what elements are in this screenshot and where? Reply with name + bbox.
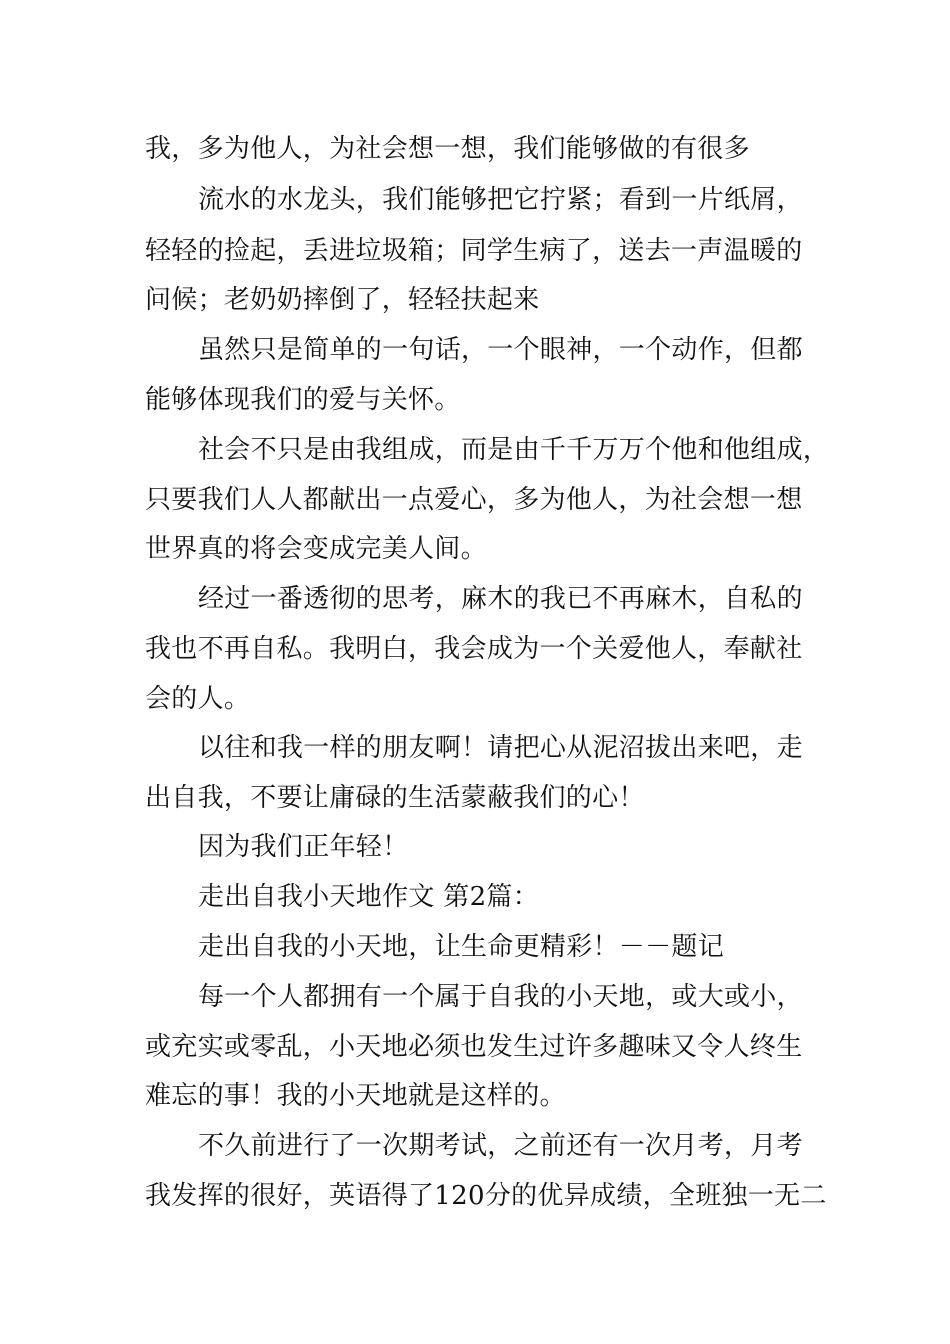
paragraph-first-line: 流水的水龙头，我们能够把它拧紧；看到一片纸屑， (198, 185, 803, 215)
text-line: 难忘的事！我的小天地就是这样的。 (145, 1081, 566, 1111)
paragraph-first-line: 不久前进行了一次期考试，之前还有一次月考，月考 (198, 1131, 803, 1161)
paragraph-first-line: 以往和我一样的朋友啊！请把心从泥沼拔出来吧，走 (198, 733, 803, 763)
paragraph-first-line: 每一个人都拥有一个属于自我的小天地，或大或小， (198, 982, 803, 1012)
epigraph: 走出自我的小天地，让生命更精彩！－－题记 (198, 932, 725, 962)
text-line: 或充实或零乱，小天地必须也发生过许多趣味又令人终生 (145, 1032, 803, 1062)
text-line: 只要我们人人都献出一点爱心，多为他人，为社会想一想 (145, 485, 803, 515)
text-line: 我也不再自私。我明白，我会成为一个关爱他人，奉献社 (145, 634, 803, 664)
text-line: 我发挥的很好，英语得了120分的优异成绩，全班独一无二 (145, 1181, 827, 1211)
text-line: 轻轻的捡起，丢进垃圾箱；同学生病了，送去一声温暖的 (145, 236, 803, 266)
paragraph-first-line: 因为我们正年轻！ (198, 832, 409, 862)
paragraph-first-line: 社会不只是由我组成，而是由千千万万个他和他组成， (198, 435, 830, 465)
text-line: 出自我，不要让庸碌的生活蒙蔽我们的心！ (145, 783, 645, 813)
text-line: 问候；老奶奶摔倒了，轻轻扶起来 (145, 285, 540, 315)
paragraph-first-line: 虽然只是简单的一句话，一个眼神，一个动作，但都 (198, 335, 803, 365)
text-line: 会的人。 (145, 684, 251, 714)
section-heading: 走出自我小天地作文 第2篇： (198, 882, 540, 912)
text-line: 世界真的将会变成完美人间。 (145, 534, 487, 564)
text-line: 能够体现我们的爱与关怀。 (145, 385, 461, 415)
paragraph-first-line: 经过一番透彻的思考，麻木的我已不再麻木，自私的 (198, 584, 803, 614)
text-line: 我，多为他人，为社会想一想，我们能够做的有很多 (145, 134, 750, 164)
